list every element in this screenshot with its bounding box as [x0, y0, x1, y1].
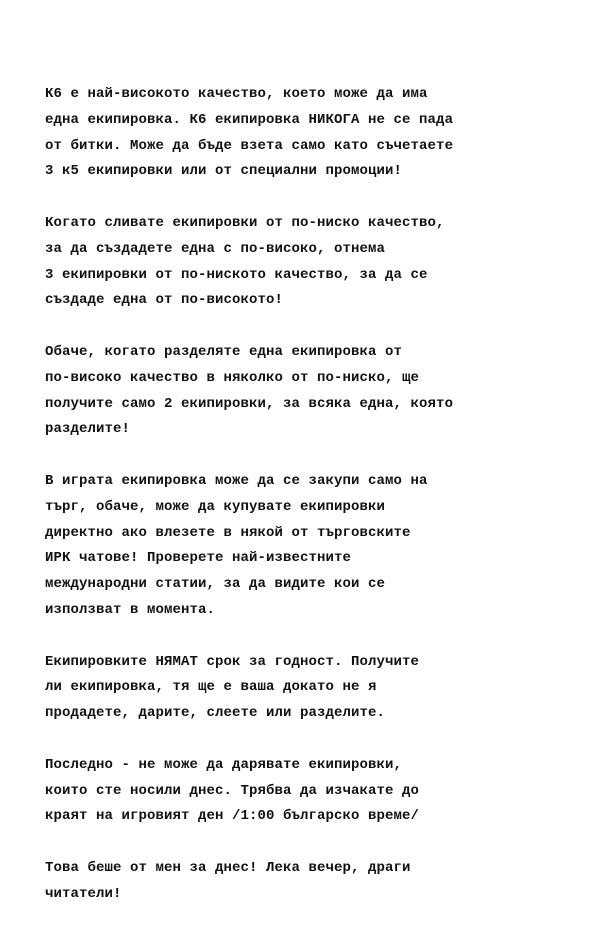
text-line: Екипировките НЯМАТ срок за годност. Получите — [45, 653, 420, 670]
text-line: Това беше от мен за днес! Лека вечер, драги — [45, 859, 411, 876]
text-line: 3 к5 екипировки или от специални промоции! — [45, 163, 403, 180]
text-line: ИРК чатове! Проверете най-известните — [45, 550, 352, 567]
text-line: 3 екипировки от по-ниското качество, за да се — [45, 266, 428, 283]
text-line: една екипировка. К6 екипировка НИКОГА не се пада — [45, 111, 454, 128]
paragraph-4 — [45, 469, 593, 624]
text-line: за да създадете една с по-високо, отнема — [45, 240, 386, 257]
paragraph-7 — [45, 856, 593, 908]
text-line: търг, обаче, може да купувате екипировки — [45, 498, 386, 515]
paragraph-5 — [45, 650, 593, 727]
text-line: които сте носили днес. Трябва да изчакате до — [45, 782, 420, 799]
text-line: читатели! — [45, 885, 122, 902]
text-line: Обаче, когато разделяте една екипировка от — [45, 343, 403, 360]
paragraph-1 — [45, 82, 593, 185]
text-line: Когато сливате екипировки от по-ниско качество, — [45, 214, 445, 231]
text-line: от битки. Може да бъде взета само като съчетаете — [45, 137, 454, 154]
text-line: К6 е най-високото качество, което може да има — [45, 86, 428, 102]
article-body — [45, 82, 593, 933]
paragraph-2 — [45, 211, 593, 314]
text-line: директно ако влезете в някой от търговските — [45, 524, 411, 541]
text-line: международни статии, за да видите кои се — [45, 576, 386, 593]
text-line: разделите! — [45, 421, 131, 438]
text-line: по-високо качество в няколко от по-ниско, ще — [45, 369, 420, 386]
text-line: получите само 2 екипировки, за всяка една, която — [45, 395, 454, 412]
text-line: продадете, дарите, слеете или разделите. — [45, 705, 386, 722]
text-line: краят на игровият ден /1:00 българско време/ — [45, 808, 420, 825]
text-line: използват в момента. — [45, 601, 216, 618]
paragraph-3 — [45, 340, 593, 443]
text-line: ли екипировка, тя ще е ваша докато не я — [45, 679, 377, 696]
paragraph-6 — [45, 753, 593, 830]
text-line: Последно - не може да дарявате екипировки, — [45, 756, 403, 773]
text-line: В играта екипировка може да се закупи само на — [45, 472, 428, 489]
text-line: създаде една от по-високото! — [45, 292, 284, 309]
